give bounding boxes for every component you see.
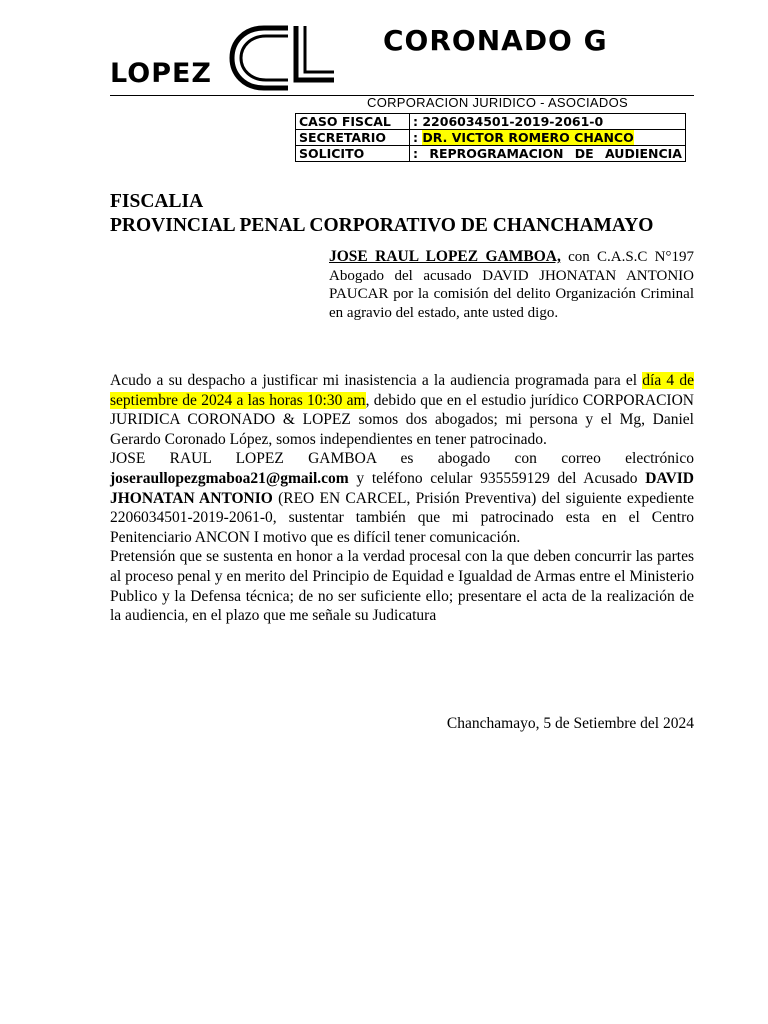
closing-date: Chanchamayo, 5 de Setiembre del 2024 [446,715,694,732]
p1-end: , debido que en el estudio jurídico CORPORACION JURIDICA CORONADO & LOPEZ somos dos abogados; mi persona y el Mg, Daniel Gerardo Coronado López, somos independientes en tener patrocinado. [110,391,694,448]
case-row-secretario [296,130,686,146]
letterhead-left-name: LOPEZ [110,58,213,89]
p2-end: (REO EN CARCEL, Prisión Preventiva) del siguiente expediente 2206034501-2019-2061-0, sustentar también que mi patrocinado esta en el Centro Penitenciario ANCON I motivo que es difícil tener comunicación. [110,489,694,546]
body-paragraph-1 [110,371,694,449]
document-body [110,371,694,626]
case-value-prefix: : [413,130,423,145]
body-paragraph-2 [110,449,694,547]
intro-text: con C.A.S.C N°197 Abogado del acusado DAVID JHONATAN ANTONIO PAUCAR por la comisión del delito Organización Criminal en agravio del estado, ante usted digo. [329,249,694,321]
title-line-1: FISCALIA [110,191,204,212]
defendant-name: DAVID JHONATAN ANTONIO [110,469,694,507]
intro-paragraph [329,248,694,322]
cl-monogram-logo-icon [226,22,338,94]
addressee-title [110,190,710,238]
secretario-name: DR. VICTOR ROMERO CHANCO [422,130,634,145]
body-paragraph-3: Pretensión que se sustenta en honor a la verdad procesal con la que deben concurrir las partes al proceso penal y en merito del Principio de Equidad e Igualdad de Armas entre el Ministerio Publico y la Defensa técnica; de no ser suficiente ello; presentare el acta de la realización de la audiencia, en el plazo que me señale su Judicatura [110,548,694,625]
p1-start: Acudo a su despacho a justificar mi inasistencia a la audiencia programada para el [110,372,643,389]
letterhead-right-name: CORONADO G [383,24,608,57]
case-row-caso-fiscal [296,114,686,130]
lawyer-email: joseraullopezgmaboa21@gmail.com [110,469,349,487]
case-label: SECRETARIO [296,130,410,146]
case-row-solicito [296,146,686,162]
case-value: : REPROGRAMACION DE AUDIENCIA [410,146,686,162]
case-label: CASO FISCAL [296,114,410,130]
letterhead-subtitle: CORPORACION JURIDICO - ASOCIADOS [367,95,628,110]
case-label: SOLICITO [296,146,410,162]
lawyer-name: JOSE RAUL LOPEZ GAMBOA, [329,248,561,265]
hearing-date-highlight: día 4 de septiembre de 2024 a las horas 10:30 am [110,372,694,409]
p2-start: JOSE RAUL LOPEZ GAMBOA es abogado con correo electrónico [110,450,694,468]
case-value-cell [410,130,686,146]
case-info-table [295,113,686,162]
title-line-2: PROVINCIAL PENAL CORPORATIVO DE CHANCHAMAYO [110,215,654,236]
p2-mid: y teléfono celular 935559129 del Acusado [348,469,646,487]
case-value: : 2206034501-2019-2061-0 [410,114,686,130]
